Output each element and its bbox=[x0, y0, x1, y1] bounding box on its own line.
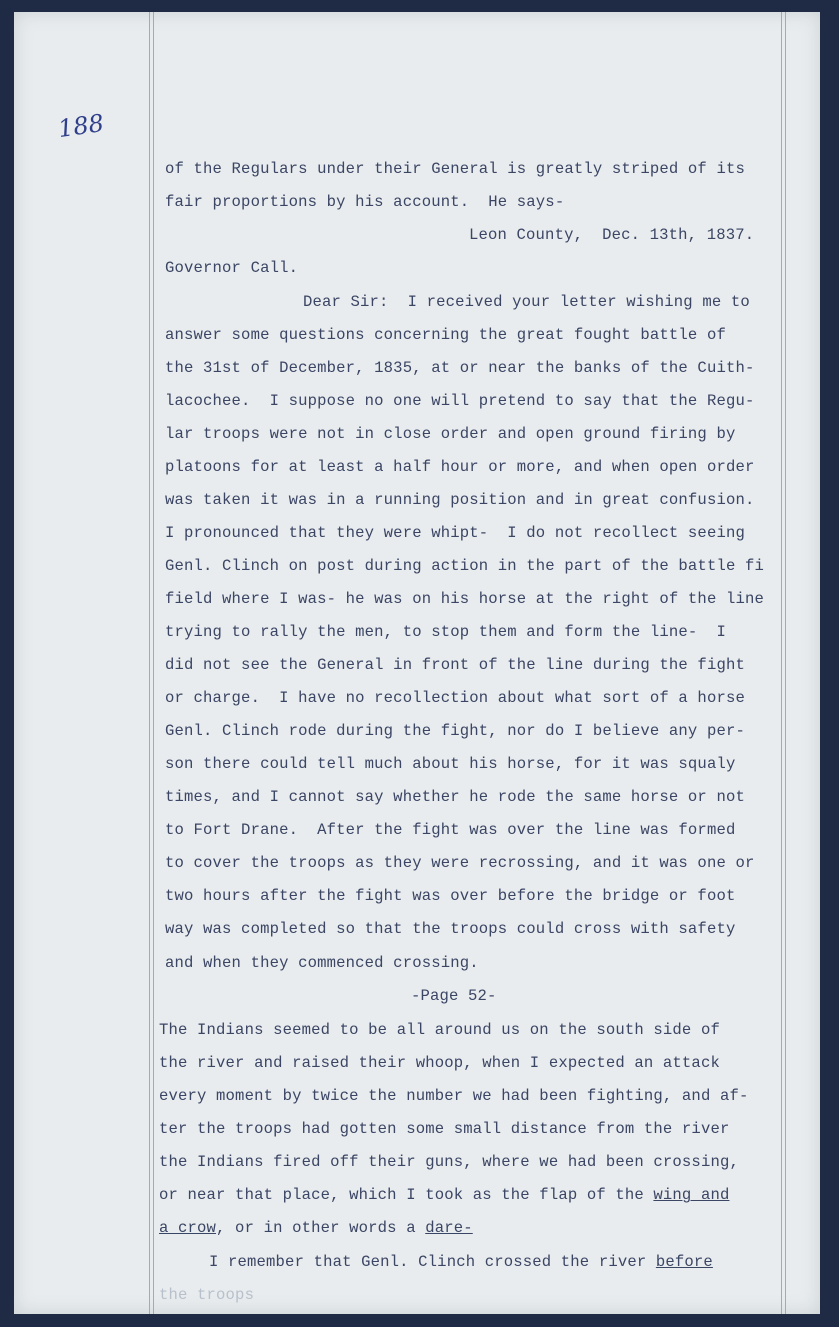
page-label: -Page 52- bbox=[411, 987, 497, 1005]
text-line: was taken it was in a running position and in great confusion. bbox=[165, 491, 755, 509]
text-line: The Indians seemed to be all around us on the south side of bbox=[159, 1021, 720, 1039]
text-line: fair proportions by his account. He says- bbox=[165, 193, 565, 211]
text-span: I remember that Genl. Clinch crossed the river bbox=[209, 1253, 656, 1271]
faint-text-line: the troops bbox=[159, 1286, 255, 1304]
text-line: did not see the General in front of the line during the fight bbox=[165, 656, 745, 674]
folio-number: 188 bbox=[56, 108, 106, 144]
text-line: lacochee. I suppose no one will pretend to say that the Regu- bbox=[165, 392, 755, 410]
left-margin-line-2 bbox=[153, 12, 154, 1314]
text-line bbox=[209, 1253, 713, 1271]
text-line: to Fort Drane. After the fight was over the line was formed bbox=[165, 821, 736, 839]
text-line: Genl. Clinch on post during action in the part of the battle fi bbox=[165, 557, 764, 575]
right-margin-line-2 bbox=[785, 12, 786, 1314]
text-line: ter the troops had gotten some small distance from the river bbox=[159, 1120, 730, 1138]
text-line bbox=[159, 1186, 729, 1204]
text-line: trying to rally the men, to stop them and form the line- I bbox=[165, 623, 726, 641]
text-line: son there could tell much about his horse, for it was squaly bbox=[165, 755, 736, 773]
text-line: of the Regulars under their General is greatly striped of its bbox=[165, 160, 745, 178]
underlined-text: wing and bbox=[653, 1186, 730, 1204]
underlined-text: dare- bbox=[425, 1219, 473, 1237]
salutation-recipient: Governor Call. bbox=[165, 259, 299, 277]
text-line: field where I was- he was on his horse at the right of the line bbox=[165, 590, 764, 608]
text-line: the Indians fired off their guns, where we had been crossing, bbox=[159, 1153, 739, 1171]
text-line bbox=[159, 1219, 473, 1237]
text-line: every moment by twice the number we had been fighting, and af- bbox=[159, 1087, 749, 1105]
underlined-text: before bbox=[655, 1253, 713, 1271]
right-margin-line bbox=[781, 12, 782, 1314]
date-line: Leon County, Dec. 13th, 1837. bbox=[469, 226, 755, 244]
text-line: the 31st of December, 1835, at or near the banks of the Cuith- bbox=[165, 359, 755, 377]
text-line: to cover the troops as they were recrossing, and it was one or bbox=[165, 854, 755, 872]
text-span: or near that place, which I took as the flap of the bbox=[159, 1186, 654, 1204]
text-line: two hours after the fight was over before the bridge or foot bbox=[165, 887, 736, 905]
text-line: platoons for at least a half hour or more, and when open order bbox=[165, 458, 755, 476]
document-page bbox=[14, 12, 820, 1314]
text-line: Genl. Clinch rode during the fight, nor do I believe any per- bbox=[165, 722, 745, 740]
text-line: lar troops were not in close order and open ground firing by bbox=[165, 425, 736, 443]
text-span: , or in other words a bbox=[216, 1219, 426, 1237]
text-line: and when they commenced crossing. bbox=[165, 954, 479, 972]
text-line: I pronounced that they were whipt- I do not recollect seeing bbox=[165, 524, 745, 542]
left-margin-line bbox=[149, 12, 150, 1314]
text-line: or charge. I have no recollection about what sort of a horse bbox=[165, 689, 745, 707]
text-line: Dear Sir: I received your letter wishing me to bbox=[303, 293, 750, 311]
text-line: times, and I cannot say whether he rode the same horse or not bbox=[165, 788, 745, 806]
underlined-text: a crow bbox=[159, 1219, 217, 1237]
text-line: answer some questions concerning the great fought battle of bbox=[165, 326, 726, 344]
text-line: the river and raised their whoop, when I expected an attack bbox=[159, 1054, 720, 1072]
text-line: way was completed so that the troops could cross with safety bbox=[165, 920, 736, 938]
